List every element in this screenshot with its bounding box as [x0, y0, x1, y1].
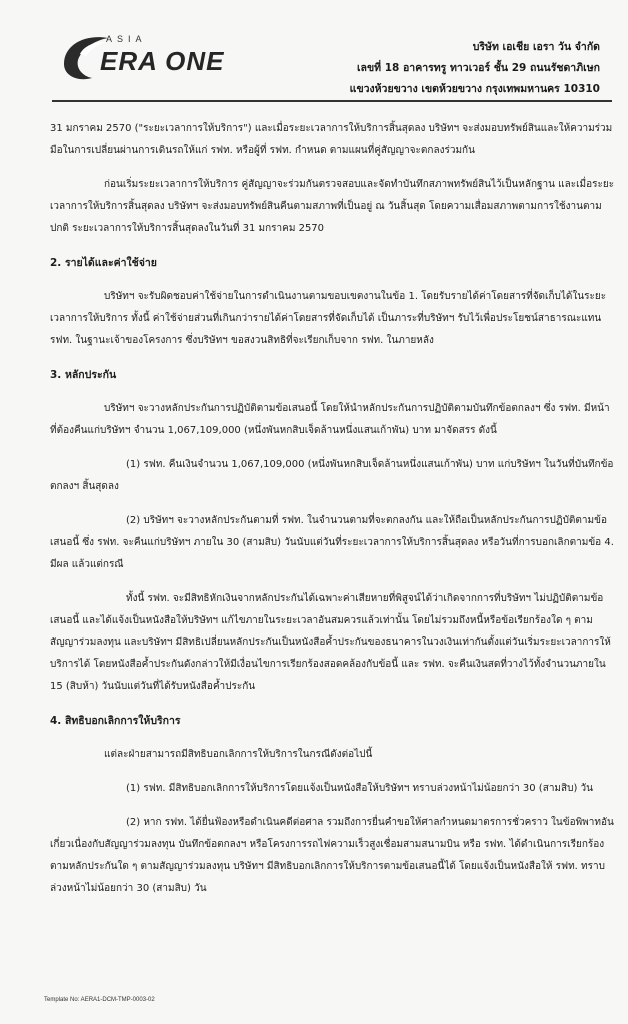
header-divider — [52, 100, 612, 102]
section-3-conditions: ทั้งนี้ รฟท. จะมีสิทธิหักเงินจากหลักประกันได้เฉพาะค่าเสียหายที่พิสูจน์ได้ว่าเกิดจากการที่บริษัทฯ ไม่ปฏิบัติตามข้อเสนอนี้ และได้แจ้งเป็นหนังสือให้บริษัทฯ แก้ไขภายในระยะเวลาอันสมควรแล้วเท่านั้น โดยไม่รวมถึงหนี้หรือข้อเรียกร้องใด ๆ ตามสัญญาร่วมลงทุน และบริษัทฯ มีสิทธิเปลี่ยนหลักประกันเป็นหนังสือค้ำประกันของธนาคารในวงเงินเท่ากันตั้งแต่วันเริ่มระยะเวลาการให้บริการได้ โดยหนังสือค้ำประกันดังกล่าวให้มีเงื่อนไขการเรียกร้องสอดคล้องกับข้อนี้ และ รฟท. จะคืนเงินสดที่วางไว้ทั้งจำนวนภายใน 15 (สิบห้า) วันนับแต่วันที่ได้รับหนังสือค้ำประกัน — [50, 593, 611, 692]
section-4-item-1: (1) รฟท. มีสิทธิบอกเลิกการให้บริการโดยแจ้งเป็นหนังสือให้บริษัทฯ ทราบล่วงหน้าไม่น้อยกว่า 30 (สามสิบ) วัน — [126, 783, 594, 794]
section-3-paragraph: บริษัทฯ จะวางหลักประกันการปฏิบัติตามข้อเสนอนี้ โดยให้นำหลักประกันการปฏิบัติตามบันทึกข้อตกลงฯ ซึ่ง รฟท. มีหน้าที่ต้องคืนแก่บริษัทฯ จำนวน 1,067,109,000 (หนึ่งพันหกสิบเจ็ดล้านหนึ่งแสนเก้าพัน) บาท มาจัดสรร ดังนี้ — [50, 403, 610, 436]
document-body — [50, 118, 615, 912]
section-4-heading: 4. สิทธิบอกเลิกการให้บริการ — [50, 715, 181, 727]
section-4-paragraph: แต่ละฝ่ายสามารถมีสิทธิบอกเลิกการให้บริการในกรณีดังต่อไปนี้ — [104, 749, 373, 760]
section-2-heading: 2. รายได้และค่าใช้จ่าย — [50, 257, 157, 269]
section-3-heading: 3. หลักประกัน — [50, 369, 117, 381]
section-3-item-2: (2) บริษัทฯ จะวางหลักประกันตามที่ รฟท. ในจำนวนตามที่จะตกลงกัน และให้ถือเป็นหลักประกันการปฏิบัติตามข้อเสนอนี้ ซึ่ง รฟท. จะคืนแก่บริษัทฯ ภายใน 30 (สามสิบ) วันนับแต่วันที่ระยะเวลาการให้บริการสิ้นสุดลง หรือวันที่การบอกเลิกตามข้อ 4. มีผล แล้วแต่กรณี — [50, 515, 614, 570]
address-line-1: เลขที่ 18 อาคารทรู ทาวเวอร์ ชั้น 29 ถนนรัชดาภิเษก — [356, 62, 600, 74]
company-address-block — [350, 37, 600, 100]
template-number: Template No: AERA1-DCM-TMP-0003-02 — [44, 997, 155, 1003]
logo-name-text: ERA ONE — [100, 46, 225, 76]
section-2-paragraph: บริษัทฯ จะรับผิดชอบค่าใช้จ่ายในการดำเนินงานตามขอบเขตงานในข้อ 1. โดยรับรายได้ค่าโดยสารที่จัดเก็บได้ในระยะเวลาการให้บริการ ทั้งนี้ ค่าใช้จ่ายส่วนที่เกินกว่ารายได้ค่าโดยสารที่จัดเก็บได้ เป็นภาระที่บริษัทฯ รับไว้เพื่อประโยชน์สาธารณะแทน รฟท. ในฐานะเจ้าของโครงการ ซึ่งบริษัทฯ ขอสงวนสิทธิที่จะเรียกเก็บจาก รฟท. ในภายหลัง — [50, 291, 607, 346]
company-name: บริษัท เอเชีย เอรา วัน จำกัด — [472, 41, 600, 53]
section-3-item-1: (1) รฟท. คืนเงินจำนวน 1,067,109,000 (หนึ่งพันหกสิบเจ็ดล้านหนึ่งแสนเก้าพัน) บาท แก่บริษัทฯ ในวันที่บันทึกข้อตกลงฯ สิ้นสุดลง — [50, 459, 614, 492]
address-line-2: แขวงห้วยขวาง เขตห้วยขวาง กรุงเทพมหานคร 10310 — [349, 83, 600, 95]
logo-asia-text: ASIA — [106, 34, 147, 44]
section-4-item-2: (2) หาก รฟท. ได้ยื่นฟ้องหรือดำเนินคดีต่อศาล รวมถึงการยื่นคำขอให้ศาลกำหนดมาตรการชั่วคราว ในข้อพิพาทอันเกี่ยวเนื่องกับสัญญาร่วมลงทุน บันทึกข้อตกลงฯ หรือโครงการรถไฟความเร็วสูงเชื่อมสามสนามบิน หรือ รฟท. ได้ดำเนินการเรียกร้องตามหลักประกันใด ๆ ตามสัญญาร่วมลงทุน บริษัทฯ มีสิทธิบอกเลิกการให้บริการตามข้อเสนอนี้ได้ โดยแจ้งเป็นหนังสือให้ รฟท. ทราบล่วงหน้าไม่น้อยกว่า 30 (สามสิบ) วัน — [50, 817, 614, 894]
inspection-paragraph: ก่อนเริ่มระยะเวลาการให้บริการ คู่สัญญาจะร่วมกันตรวจสอบและจัดทำบันทึกสภาพทรัพย์สินไว้เป็นหลักฐาน และเมื่อระยะเวลาการให้บริการสิ้นสุดลง บริษัทฯ จะส่งมอบทรัพย์สินคืนตามสภาพที่เป็นอยู่ ณ วันสิ้นสุด โดยความเสื่อมสภาพตามการใช้งานตามปกติ ระยะเวลาการให้บริการสิ้นสุดลงในวันที่ 31 มกราคม 2570 — [50, 179, 615, 234]
era-one-logo — [56, 30, 236, 86]
intro-paragraph: 31 มกราคม 2570 ("ระยะเวลาการให้บริการ") และเมื่อระยะเวลาการให้บริการสิ้นสุดลง บริษัทฯ จะส่งมอบทรัพย์สินและให้ความร่วมมือในการเปลี่ยนผ่านการเดินรถให้แก่ รฟท. หรือผู้ที่ รฟท. กำหนด ตามแผนที่คู่สัญญาจะตกลงร่วมกัน — [50, 123, 613, 156]
